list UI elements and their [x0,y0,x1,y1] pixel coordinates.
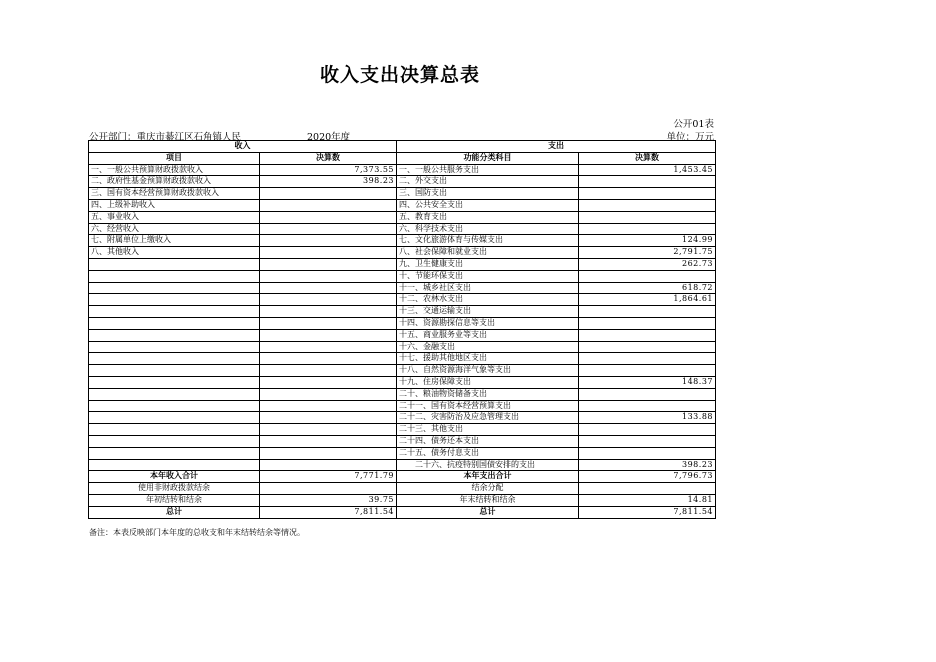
table-row [89,353,716,365]
expense-item-label: 一、一般公共服务支出 [397,164,579,176]
table-row [89,317,716,329]
income-item-value [260,435,397,447]
income-item-label: 六、经营收入 [89,223,260,235]
distribution-label: 结余分配 [397,483,579,495]
expense-item-label: 九、卫生健康支出 [397,258,579,270]
footnote: 备注：本表反映部门本年度的总收支和年末结转结余等情况。 [89,528,305,537]
expense-item-value [579,353,716,365]
income-item-label [89,412,260,424]
expense-item-label: 十七、援助其他地区支出 [397,353,579,365]
table-row [89,223,716,235]
table-body [89,164,716,471]
expense-item-label: 十三、交通运输支出 [397,306,579,318]
reserve-row [89,483,716,495]
expense-item-value: 1,453.45 [579,164,716,176]
table-row [89,459,716,471]
expense-item-value [579,435,716,447]
use-reserve-label: 使用非财政拨款结余 [89,483,260,495]
col-amount2-header: 决算数 [579,152,716,164]
expense-item-label: 十、节能环保支出 [397,270,579,282]
income-item-value [260,447,397,459]
income-total-label: 本年收入合计 [89,471,260,483]
form-code: 公开01表 [673,119,714,130]
income-item-label: 四、上级补助收入 [89,199,260,211]
income-item-value: 398.23 [260,176,397,188]
income-item-label [89,329,260,341]
expense-item-label: 七、文化旅游体育与传媒支出 [397,235,579,247]
table-row [89,258,716,270]
end-carry-label: 年末结转和结余 [397,494,579,506]
table-row [89,412,716,424]
income-item-label [89,388,260,400]
expense-item-value [579,341,716,353]
expense-header: 支出 [397,141,716,153]
income-item-value [260,235,397,247]
page-title: 收入支出决算总表 [319,64,480,86]
expense-item-label: 十二、农林水支出 [397,294,579,306]
begin-carry-label: 年初结转和结余 [89,494,260,506]
income-item-value [260,270,397,282]
table-row [89,188,716,200]
expense-item-label: 十五、商业服务业等支出 [397,329,579,341]
expense-item-value [579,199,716,211]
table-row [89,376,716,388]
expense-total-label: 本年支出合计 [397,471,579,483]
expense-item-label: 二十二、灾害防治及应急管理支出 [397,412,579,424]
table-row [89,270,716,282]
income-item-value: 7,373.55 [260,164,397,176]
income-item-value [260,400,397,412]
income-item-value [260,412,397,424]
expense-item-value [579,306,716,318]
table-row [89,211,716,223]
end-carry-value: 14.81 [579,494,716,506]
expense-item-value [579,188,716,200]
expense-item-value: 133.88 [579,412,716,424]
income-item-value [260,341,397,353]
income-item-label: 八、其他收入 [89,247,260,259]
income-item-label [89,376,260,388]
income-total-value: 7,771.79 [260,471,397,483]
expense-item-label: 二十三、其他支出 [397,424,579,436]
expense-item-label: 六、科学技术支出 [397,223,579,235]
expense-item-label: 二十六、抗疫特别国债安排的支出 [397,459,579,471]
expense-item-value [579,270,716,282]
income-item-label [89,282,260,294]
expense-item-label: 十一、城乡社区支出 [397,282,579,294]
income-item-value [260,282,397,294]
expense-item-value [579,317,716,329]
col-item-header: 项目 [89,152,260,164]
income-item-value [260,424,397,436]
expense-item-value [579,176,716,188]
expense-item-value [579,447,716,459]
use-reserve-value [260,483,397,495]
income-item-label: 二、政府性基金预算财政拨款收入 [89,176,260,188]
expense-item-value [579,400,716,412]
expense-item-label: 二十、粮油物资储备支出 [397,388,579,400]
table-row [89,176,716,188]
income-item-value [260,376,397,388]
income-item-label [89,365,260,377]
income-item-label [89,447,260,459]
expense-total-value: 7,796.73 [579,471,716,483]
table-row [89,235,716,247]
begin-carry-value: 39.75 [260,494,397,506]
expense-item-value [579,365,716,377]
expense-item-value: 148.37 [579,376,716,388]
expense-item-label: 二十五、债务付息支出 [397,447,579,459]
income-item-value [260,306,397,318]
expense-item-value: 262.73 [579,258,716,270]
expense-item-value: 2,791.75 [579,247,716,259]
expense-item-label: 五、教育支出 [397,211,579,223]
expense-item-value [579,388,716,400]
expense-item-value [579,223,716,235]
table-row [89,294,716,306]
income-item-label: 一、一般公共预算财政拨款收入 [89,164,260,176]
income-item-value [260,317,397,329]
grand-total-row [89,506,716,518]
expense-item-label: 十六、金融支出 [397,341,579,353]
expense-item-label: 四、公共安全支出 [397,199,579,211]
table-row [89,388,716,400]
table-row [89,306,716,318]
income-item-value [260,388,397,400]
col-amount-header: 决算数 [260,152,397,164]
expense-item-label: 十四、资源勘探信息等支出 [397,317,579,329]
expense-item-value [579,211,716,223]
expense-item-value: 124.99 [579,235,716,247]
income-item-value [260,188,397,200]
income-item-label [89,400,260,412]
grand-total-in-label: 总计 [89,506,260,518]
expense-item-value: 618.72 [579,282,716,294]
income-item-label: 三、国有资本经营预算财政拨款收入 [89,188,260,200]
expense-item-value [579,329,716,341]
grand-total-out-value: 7,811.54 [579,506,716,518]
expense-item-value: 1,864.61 [579,294,716,306]
expense-item-label: 十九、住房保障支出 [397,376,579,388]
table-row [89,247,716,259]
expense-item-label: 十八、自然资源海洋气象等支出 [397,365,579,377]
income-item-label [89,435,260,447]
col-function-header: 功能分类科目 [397,152,579,164]
income-item-label [89,341,260,353]
grand-total-out-label: 总计 [397,506,579,518]
income-item-value [260,223,397,235]
year-label: 2020年度 [307,132,351,143]
expense-item-value [579,424,716,436]
table-row [89,164,716,176]
table-row [89,447,716,459]
income-item-label [89,270,260,282]
table-row [89,341,716,353]
income-item-label [89,353,260,365]
income-item-label [89,424,260,436]
expense-item-label: 二、外交支出 [397,176,579,188]
income-item-value [260,459,397,471]
table-row [89,400,716,412]
income-item-label [89,294,260,306]
income-header: 收入 [89,141,397,153]
income-item-label [89,258,260,270]
table-row [89,435,716,447]
expense-item-value: 398.23 [579,459,716,471]
income-item-label [89,317,260,329]
expense-item-label: 三、国防支出 [397,188,579,200]
income-item-value [260,211,397,223]
income-item-value [260,247,397,259]
carry-row [89,494,716,506]
budget-summary-table [88,140,716,519]
expense-item-label: 二十一、国有资本经营预算支出 [397,400,579,412]
department-label: 公开部门：重庆市綦江区石角镇人民 [89,132,242,143]
income-item-value [260,199,397,211]
section-header-row [89,141,716,153]
income-item-label [89,306,260,318]
income-item-label: 七、附属单位上缴收入 [89,235,260,247]
expense-item-label: 八、社会保障和就业支出 [397,247,579,259]
income-item-value [260,365,397,377]
income-item-value [260,353,397,365]
income-item-label: 五、事业收入 [89,211,260,223]
income-item-value [260,294,397,306]
grand-total-in-value: 7,811.54 [260,506,397,518]
unit-label: 单位：万元 [666,132,714,143]
table-row [89,329,716,341]
table-row [89,365,716,377]
table-row [89,424,716,436]
income-item-value [260,329,397,341]
income-item-label [89,459,260,471]
expense-item-label: 二十四、债务还本支出 [397,435,579,447]
table-row [89,199,716,211]
table-row [89,282,716,294]
income-item-value [260,258,397,270]
distribution-value [579,483,716,495]
column-header-row [89,152,716,164]
total-row [89,471,716,483]
